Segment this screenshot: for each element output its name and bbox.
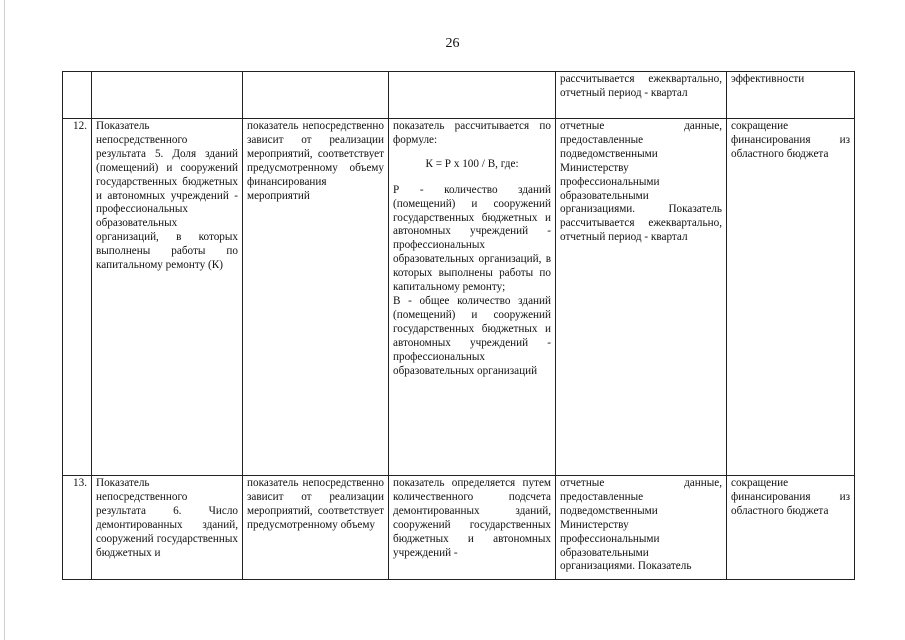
cell-source: [556, 72, 727, 119]
cell-number: [63, 72, 92, 119]
cell-source: [556, 119, 727, 476]
cell-indicator: [92, 119, 243, 476]
method-text: показатель определяется путем количественного подсчета демонтированных зданий, сооружений государственных бюджетных и автономных учреждений -: [393, 477, 551, 559]
cell-method: [389, 119, 556, 476]
cell-effect: [727, 476, 855, 580]
cell-method: [389, 476, 556, 580]
cell-number: 12.: [63, 119, 92, 476]
cell-number: 13.: [63, 476, 92, 580]
effect-text: сокращение финансирования из областного бюджета: [731, 477, 850, 517]
cell-method: [389, 72, 556, 119]
table-row-12: [63, 119, 855, 476]
table-row-continuation: [63, 72, 855, 119]
formula-text: К = Р x 100 / В, где:: [425, 157, 519, 170]
cell-indicator: [92, 476, 243, 580]
cell-effect: [727, 119, 855, 476]
method-intro-text: показатель рассчитывается по формуле:: [393, 120, 551, 146]
cell-description: [243, 476, 389, 580]
source-text: отчетные данные, предоставленные подведомственными Министерству профессиональными образовательными организациями. Показатель: [560, 477, 722, 573]
method-b-text: В - общее количество зданий (помещений) и сооружений государственных бюджетных и автономных учреждений - профессиональных образовательных организаций: [393, 294, 551, 377]
cell-description: [243, 119, 389, 476]
indicators-table: [62, 71, 855, 580]
effect-text: эффективности: [731, 73, 805, 85]
source-text: отчетные данные, предоставленные подведомственными Министерству профессиональными образовательными организациями. Показатель рассчитывается ежеквартально, отчетный период - квартал: [560, 120, 722, 244]
page-number: 26: [445, 36, 460, 51]
description-text: показатель непосредственно зависит от реализации мероприятий, соответствует предусмотренному объему: [247, 477, 384, 531]
cell-effect: [727, 72, 855, 119]
table-row-13: [63, 476, 855, 580]
page-edge-line: [4, 0, 5, 640]
indicator-text: Показатель непосредственного результата 6. Число демонтированных зданий, сооружений государственных бюджетных и: [96, 477, 238, 559]
cell-source: [556, 476, 727, 580]
effect-text: сокращение финансирования из областного бюджета: [731, 120, 850, 160]
description-text: показатель непосредственно зависит от реализации мероприятий, соответствует предусмотренному объему финансирования мероприятий: [247, 120, 384, 202]
cell-description: [243, 72, 389, 119]
indicator-text: Показатель непосредственного результата 5. Доля зданий (помещений) и сооружений государственных бюджетных и автономных учреждений - профессиональных образовательных организаций, в которых выполнены работы по капитальному ремонту (К): [96, 120, 238, 272]
cell-indicator: [92, 72, 243, 119]
method-p-text: Р - количество зданий (помещений) и сооружений государственных бюджетных и автономных учреждений - профессиональных образовательных организаций, в которых выполнены работы по капитальному ремонту;: [393, 183, 551, 294]
source-text: рассчитывается ежеквартально, отчетный период - квартал: [560, 73, 722, 99]
